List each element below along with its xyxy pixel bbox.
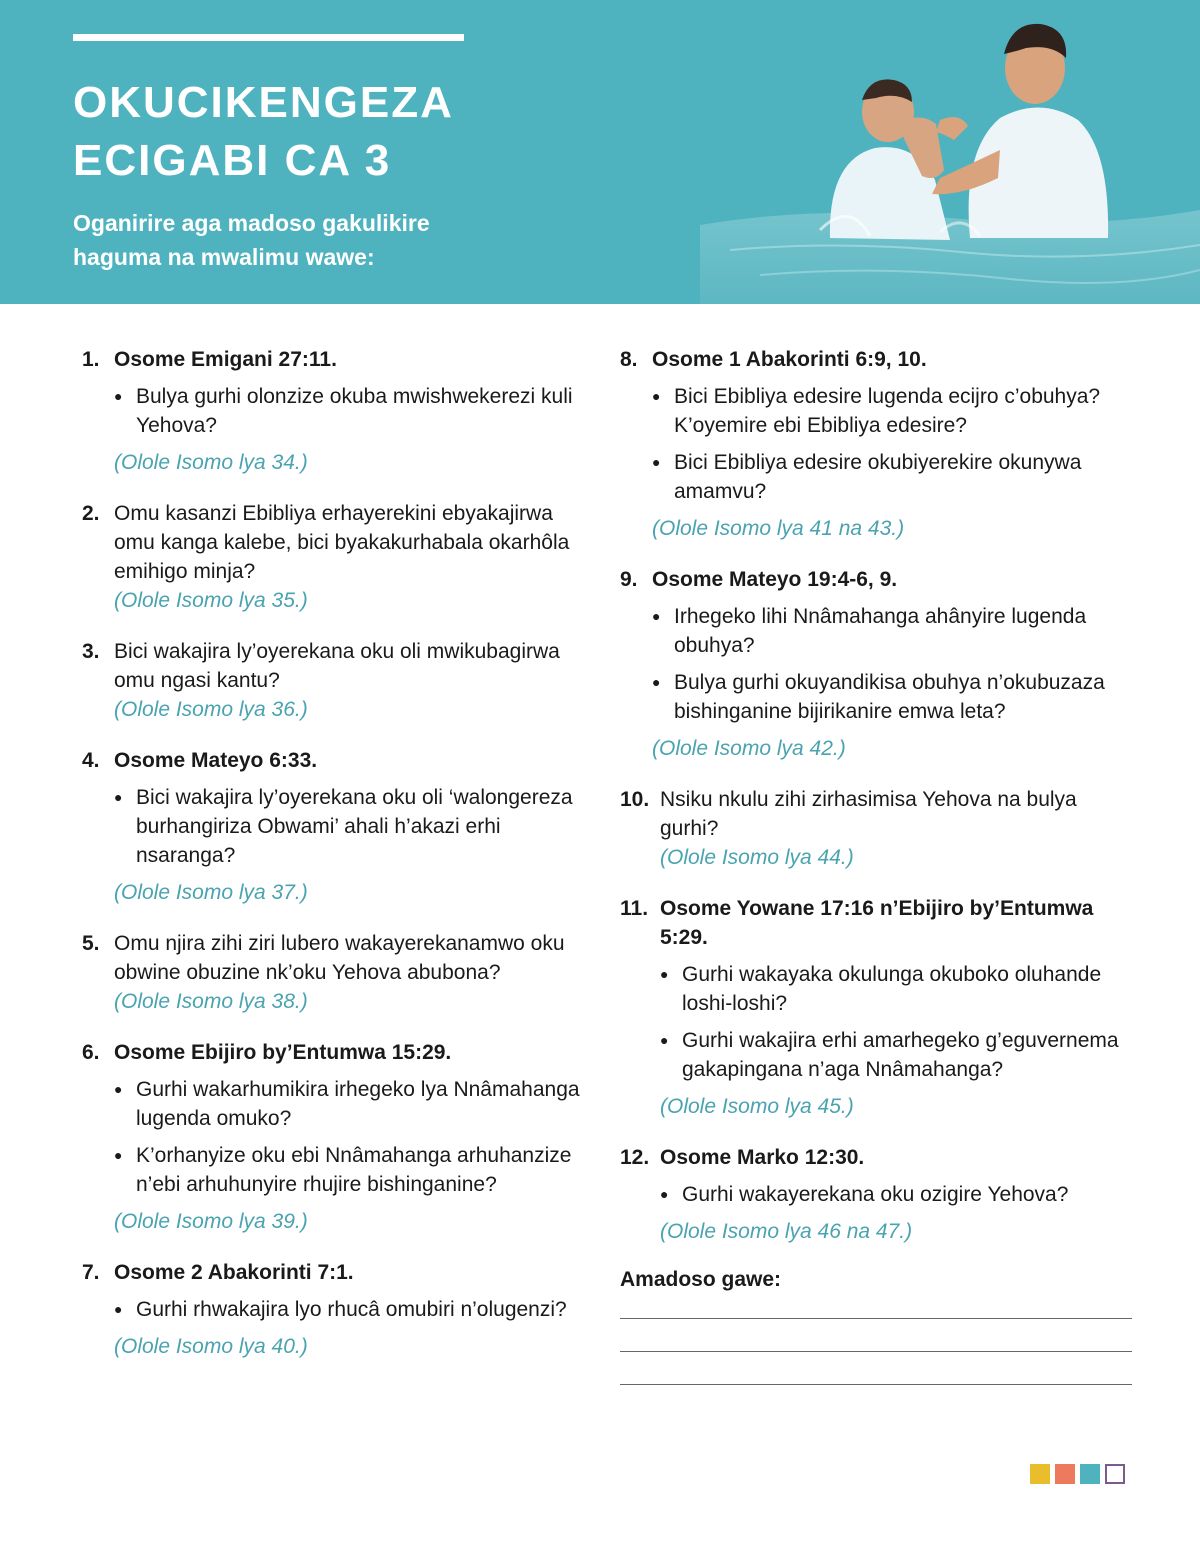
question-text: Omu njira zihi ziri lubero wakayerekanamwo oku obwine obuzine nk’oku Yehova abubona? — [114, 932, 565, 984]
question-6 — [82, 1038, 592, 1236]
question-number: 1. — [82, 348, 100, 371]
questions-column-right — [620, 345, 1140, 1385]
baptism-illustration — [700, 0, 1200, 304]
question-number: 10. — [620, 788, 650, 811]
question-3 — [82, 637, 592, 724]
lesson-reference: (Olole Isomo lya 35.) — [114, 589, 308, 612]
notes-line[interactable] — [620, 1318, 1132, 1319]
question-number: 4. — [82, 749, 100, 772]
lesson-reference: (Olole Isomo lya 36.) — [114, 698, 308, 721]
question-bullet: ● K’orhanyize oku ebi Nnâmahanga arhuhanzize n’ebi arhuhunyire rhujire bishinganine? — [114, 1141, 592, 1199]
notes-line[interactable] — [620, 1351, 1132, 1352]
notes-label: Amadoso gawe: — [620, 1268, 782, 1291]
question-number: 6. — [82, 1041, 100, 1064]
question-2 — [82, 499, 592, 615]
question-5 — [82, 929, 592, 1016]
question-10 — [620, 785, 1140, 872]
question-bullet: ● Bulya gurhi olonzize okuba mwishwekerezi kuli Yehova? — [114, 382, 592, 440]
question-8 — [620, 345, 1140, 543]
lesson-reference: (Olole Isomo lya 44.) — [660, 846, 854, 869]
question-bullet: ● Gurhi wakayerekana oku ozigire Yehova? — [660, 1180, 1140, 1209]
page-title — [73, 74, 454, 190]
question-number: 9. — [620, 568, 638, 591]
questions-column-left — [82, 345, 592, 1383]
decorative-color-squares — [1030, 1464, 1125, 1484]
lesson-reference: (Olole Isomo lya 40.) — [114, 1335, 308, 1358]
header-rule — [73, 34, 464, 41]
question-text: Nsiku nkulu zihi zirhasimisa Yehova na bulya gurhi? — [660, 788, 1077, 840]
question-9 — [620, 565, 1140, 763]
question-bullet: ● Gurhi wakayaka okulunga okuboko oluhande loshi-loshi? — [660, 960, 1140, 1018]
question-bullet: ● Bici wakajira ly’oyerekana oku oli ‘walongereza burhangiriza Obwami’ ahali h’akazi erhi nsaranga? — [114, 783, 592, 870]
square-yellow — [1030, 1464, 1050, 1484]
lesson-reference: (Olole Isomo lya 42.) — [652, 737, 846, 760]
question-12 — [620, 1143, 1140, 1246]
question-bullet: ● Bici Ebibliya edesire okubiyerekire okunywa amamvu? — [652, 448, 1140, 506]
question-number: 8. — [620, 348, 638, 371]
question-11 — [620, 894, 1140, 1121]
title-line-2: ECIGABI CA 3 — [73, 136, 392, 185]
square-orange — [1055, 1464, 1075, 1484]
question-text: Omu kasanzi Ebibliya erhayerekini ebyakajirwa omu kanga kalebe, bici byakakurhabala okarhôla emihigo minja? — [114, 502, 570, 583]
lesson-reference: (Olole Isomo lya 46 na 47.) — [660, 1220, 913, 1243]
question-heading: Osome Mateyo 6:33. — [114, 749, 318, 772]
lesson-reference: (Olole Isomo lya 45.) — [660, 1095, 854, 1118]
question-number: 3. — [82, 640, 100, 663]
question-1 — [82, 345, 592, 477]
question-bullet: ● Bici Ebibliya edesire lugenda ecijro c’obuhya? K’oyemire ebi Ebibliya edesire? — [652, 382, 1140, 440]
question-heading: Osome Emigani 27:11. — [114, 348, 337, 371]
header-banner — [0, 0, 1200, 304]
page-subtitle — [73, 206, 430, 274]
question-number: 7. — [82, 1261, 100, 1284]
question-heading: Osome Marko 12:30. — [660, 1146, 865, 1169]
subtitle-line-2: haguma na mwalimu wawe: — [73, 244, 375, 270]
question-bullet: ● Irhegeko lihi Nnâmahanga ahânyire lugenda obuhya? — [652, 602, 1140, 660]
question-bullet: ● Gurhi rhwakajira lyo rhucâ omubiri n’olugenzi? — [114, 1295, 592, 1324]
question-number: 11. — [620, 897, 649, 920]
question-number: 12. — [620, 1146, 650, 1169]
question-number: 2. — [82, 502, 100, 525]
question-heading: Osome Ebijiro by’Entumwa 15:29. — [114, 1041, 452, 1064]
lesson-reference: (Olole Isomo lya 41 na 43.) — [652, 517, 905, 540]
question-heading: Osome Mateyo 19:4-6, 9. — [652, 568, 898, 591]
lesson-reference: (Olole Isomo lya 38.) — [114, 990, 308, 1013]
question-bullet: ● Gurhi wakajira erhi amarhegeko g’eguvernema gakapingana n’aga Nnâmahanga? — [660, 1026, 1140, 1084]
question-heading: Osome 2 Abakorinti 7:1. — [114, 1261, 354, 1284]
title-line-1: OKUCIKENGEZA — [73, 78, 454, 127]
question-7 — [82, 1258, 592, 1361]
square-teal — [1080, 1464, 1100, 1484]
lesson-reference: (Olole Isomo lya 39.) — [114, 1210, 308, 1233]
lesson-reference: (Olole Isomo lya 34.) — [114, 451, 308, 474]
question-heading: Osome 1 Abakorinti 6:9, 10. — [652, 348, 927, 371]
square-purple-outline — [1105, 1464, 1125, 1484]
question-4 — [82, 746, 592, 907]
question-text: Bici wakajira ly’oyerekana oku oli mwikubagirwa omu ngasi kantu? — [114, 640, 560, 692]
question-heading: Osome Yowane 17:16 n’Ebijiro by’Entumwa 5:29. — [660, 897, 1094, 949]
notes-line[interactable] — [620, 1384, 1132, 1385]
question-number: 5. — [82, 932, 100, 955]
question-bullet: ● Gurhi wakarhumikira irhegeko lya Nnâmahanga lugenda omuko? — [114, 1075, 592, 1133]
subtitle-line-1: Oganirire aga madoso gakulikire — [73, 210, 430, 236]
question-bullet: ● Bulya gurhi okuyandikisa obuhya n’okubuzaza bishinganine bijirikanire emwa leta? — [652, 668, 1140, 726]
lesson-reference: (Olole Isomo lya 37.) — [114, 881, 308, 904]
